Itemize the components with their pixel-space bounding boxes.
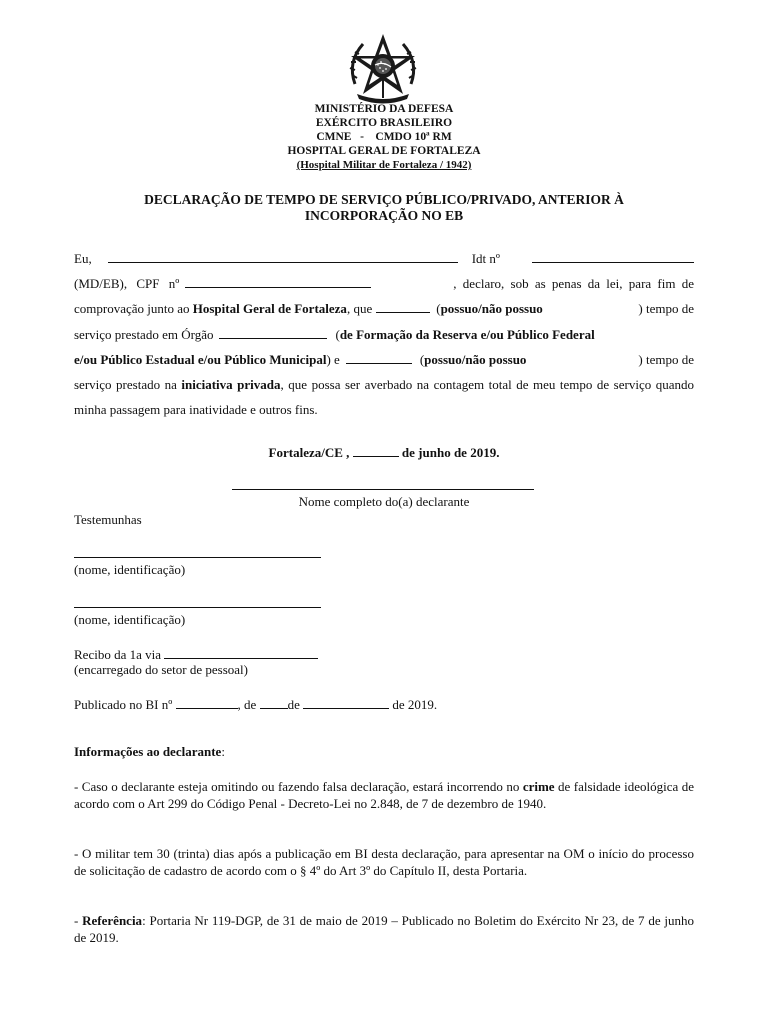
witness-1-label: (nome, identificação) — [74, 562, 186, 577]
declaration-body — [74, 246, 694, 422]
pub-day-blank[interactable] — [260, 696, 288, 709]
body-md-eb-cpf: (MD/EB), CPF nº — [74, 276, 180, 292]
date-prefix: Fortaleza/CE , — [268, 445, 350, 460]
brazil-coat-of-arms-icon — [345, 32, 421, 104]
document-title — [90, 192, 678, 224]
header-army: EXÉRCITO BRASILEIRO — [315, 117, 453, 129]
header-hospital-subtitle: (Hospital Militar de Fortaleza / 1942) — [296, 159, 472, 171]
possuo-blank-1[interactable] — [376, 300, 430, 313]
recibo-line — [74, 646, 318, 663]
info-item-1-b: de falsidade ideológica de acordo com o Art 299 do Código Penal - Decreto-Lei no 2.848, de 7 de dezembro de 1940. — [74, 779, 695, 811]
recibo-note: (encarregado do setor de pessoal) — [74, 662, 248, 677]
body-tempo: ) tempo de — [638, 301, 694, 317]
publicado-p4: de 2019. — [392, 697, 438, 712]
body-formacao-2: e/ou Público Estadual e/ou Público Municipal — [74, 351, 327, 367]
body-e: ) e — [326, 351, 340, 367]
name-blank[interactable] — [108, 250, 458, 263]
cpf-blank[interactable] — [185, 275, 371, 288]
body-line-5: e/ou Público Estadual e/ou Público Municipal ) e ( possuo/não possuo ) tempo de — [74, 347, 694, 372]
body-tempo-2: ) tempo de — [638, 351, 694, 367]
body-line-2 — [74, 271, 694, 296]
publicado-line — [74, 696, 437, 713]
info-heading-text: Informações ao declarante — [74, 744, 222, 759]
body-line-6 — [74, 372, 694, 422]
body-hgf: Hospital Geral de Fortaleza — [192, 301, 347, 317]
body-que: , que — [346, 301, 373, 317]
info-item-3 — [74, 913, 694, 946]
info-item-3-ref: Referência — [82, 913, 143, 928]
signature-label: Nome completo do(a) declarante — [298, 494, 470, 509]
info-item-1 — [74, 779, 694, 812]
info-heading — [74, 744, 225, 760]
info-item-1-a: - Caso o declarante esteja omitindo ou fazendo falsa declaração, estará incorrendo no — [74, 779, 520, 794]
publicado-p2: , de — [237, 697, 257, 712]
witness-1-line[interactable] — [74, 557, 321, 558]
body-iniciativa: iniciativa privada — [181, 377, 281, 393]
pub-month-blank[interactable] — [303, 696, 389, 709]
body-line-4: serviço prestado em Órgão ( de Formação da Reserva e/ou Público Federal — [74, 322, 694, 347]
info-item-3-dash: - — [74, 913, 79, 928]
body-possuo-1: possuo/não possuo — [440, 301, 543, 317]
header-ministry: MINISTÉRIO DA DEFESA — [314, 103, 454, 115]
info-item-2: - O militar tem 30 (trinta) dias após a publicação em BI desta declaração, para apresentar na OM o início do processo de solicitação de cadastro de acordo com o § 4º do Art 3º do Capítulo II, desta Portaria. — [74, 846, 694, 878]
signature-line[interactable] — [232, 489, 534, 490]
header-command: CMNE - CMDO 10ª RM — [316, 131, 452, 143]
witness-2-line[interactable] — [74, 607, 321, 608]
possuo-blank-2[interactable] — [346, 351, 412, 364]
info-heading-colon: : — [221, 744, 225, 759]
body-possuo-2: possuo/não possuo — [424, 351, 527, 367]
body-servico-iniciativa: serviço prestado na — [74, 377, 177, 393]
body-eu: Eu, — [74, 251, 92, 266]
header-hospital: HOSPITAL GERAL DE FORTALEZA — [287, 145, 481, 157]
institution-header — [0, 102, 768, 172]
day-blank[interactable] — [353, 444, 399, 457]
witness-2-label: (nome, identificação) — [74, 612, 186, 627]
publicado-p1: Publicado no BI nº — [74, 697, 173, 712]
date-line — [0, 444, 768, 461]
body-idt: Idt nº — [471, 251, 500, 266]
body-servico-orgao: serviço prestado em Órgão — [74, 326, 214, 342]
info-item-1-crime: crime — [522, 779, 555, 794]
body-averbado: , que possa ser averbado na contagem total de meu tempo de serviço quando minha passagem para inatividade e outros fins. — [74, 377, 695, 418]
recibo-blank[interactable] — [164, 646, 318, 659]
orgao-blank[interactable] — [219, 326, 327, 339]
body-line-1 — [74, 246, 694, 271]
body-comprovacao: comprovação junto ao — [74, 301, 190, 317]
title-line-1: DECLARAÇÃO DE TEMPO DE SERVIÇO PÚBLICO/PRIVADO, ANTERIOR À — [144, 192, 624, 207]
witnesses-heading: Testemunhas — [74, 512, 142, 527]
bi-number-blank[interactable] — [176, 696, 238, 709]
info-item-3-text: : Portaria Nr 119-DGP, de 31 de maio de 2019 – Publicado no Boletim do Exército Nr 23, de 7 de junho de 2019. — [74, 913, 695, 945]
body-declaro: , declaro, sob as penas da lei, para fim de — [453, 276, 694, 292]
body-line-3: comprovação junto ao Hospital Geral de Fortaleza , que ( possuo/não possuo ) tempo de — [74, 296, 694, 321]
idt-blank[interactable] — [532, 250, 694, 263]
title-line-2: INCORPORAÇÃO NO EB — [304, 208, 464, 223]
date-suffix: de junho de 2019. — [401, 445, 500, 460]
recibo-label: Recibo da 1a via — [74, 647, 161, 662]
publicado-p3: de — [287, 697, 300, 712]
body-formacao-1: de Formação da Reserva e/ou Público Federal — [339, 326, 595, 342]
